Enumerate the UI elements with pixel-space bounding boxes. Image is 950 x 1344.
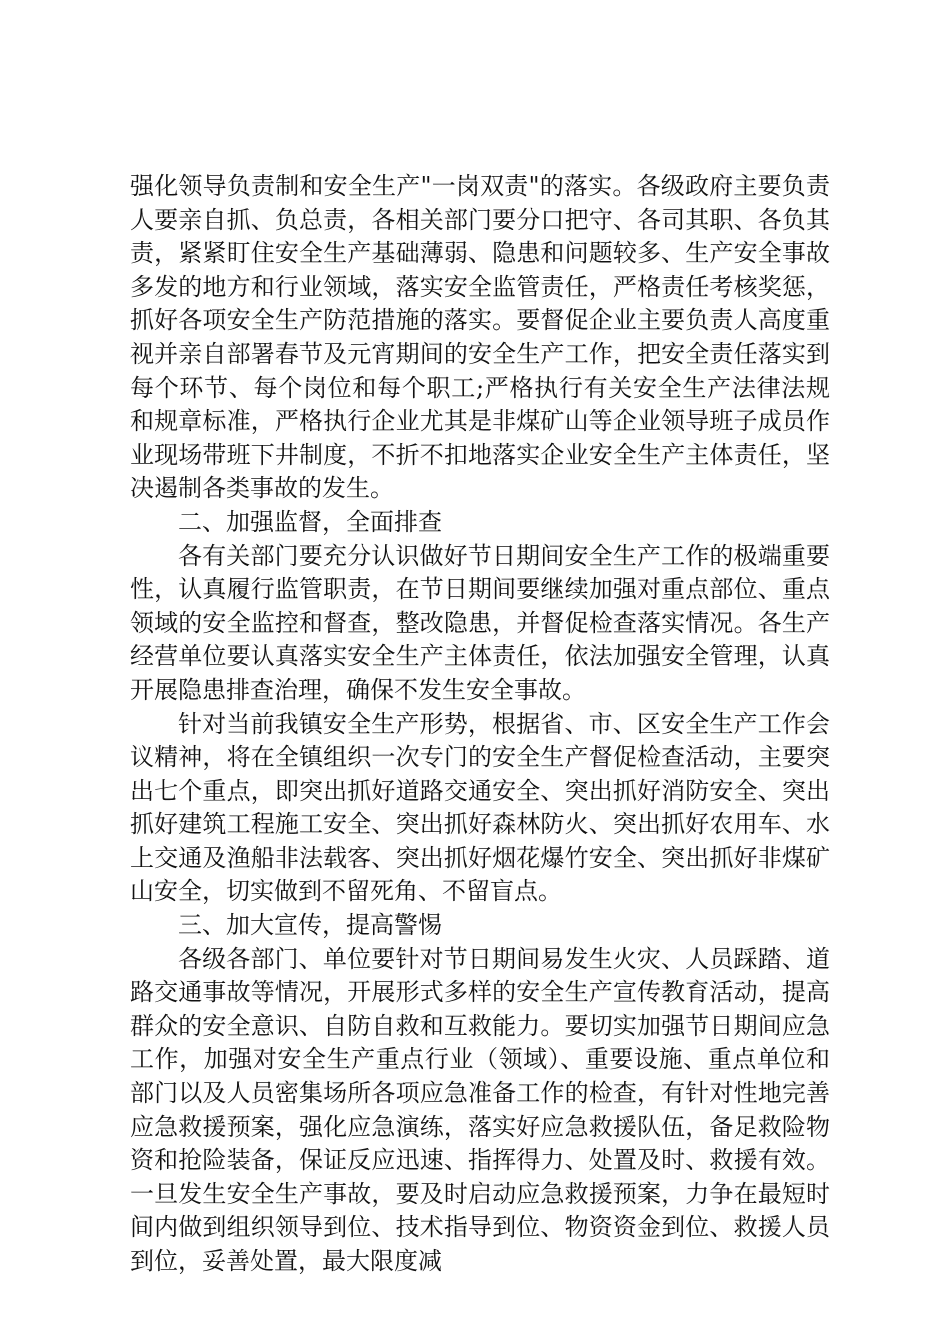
section-heading-2: 二、加强监督，全面排查 [178, 507, 442, 536]
section-heading-3: 三、加大宣传，提高警惕 [178, 911, 442, 940]
paragraph-continuation: 强化领导负责制和安全生产"一岗双责"的落实。各级政府主要负责人要亲自抓、负总责，各相关部门要分口把守、各司其职、各负其责，紧紧盯住安全生产基础薄弱、隐患和问题较多、生产安全事故多发的地方和行业领域，落实安全监管责任，严格责任考核奖惩，抓好各项安全生产防范措施的落实。要督促企业主要负责人高度重视并亲自部署春节及元宵期间的安全生产工作，把安全责任落实到每个环节、每个岗位和每个职工;严格执行有关安全生产法律法规和规章标准，严格执行企业尤其是非煤矿山等企业领导班子成员作业现场带班下井制度，不折不扣地落实企业安全生产主体责任，坚决遏制各类事故的发生。 [130, 172, 830, 503]
paragraph-inspection: 针对当前我镇安全生产形势，根据省、市、区安全生产工作会议精神，将在全镇组织一次专门的安全生产督促检查活动，主要突出七个重点，即突出抓好道路交通安全、突出抓好消防安全、突出抓好建筑工程施工安全、突出抓好森林防火、突出抓好农用车、水上交通及渔船非法载客、突出抓好烟花爆竹安全、突出抓好非煤矿山安全，切实做到不留死角、不留盲点。 [130, 709, 830, 906]
document-body [130, 170, 830, 1279]
paragraph-publicity: 各级各部门、单位要针对节日期间易发生火灾、人员踩踏、道路交通事故等情况，开展形式多样的安全生产宣传教育活动，提高群众的安全意识、自防自救和互救能力。要切实加强节日期间应急工作，加强对安全生产重点行业（领域）、重要设施、重点单位和部门以及人员密集场所各项应急准备工作的检查，有针对性地完善应急救援预案，强化应急演练，落实好应急救援队伍，备足救险物资和抢险装备，保证反应迅速、指挥得力、处置及时、救援有效。一旦发生安全生产事故，要及时启动应急救援预案，力争在最短时间内做到组织领导到位、技术指导到位、物资资金到位、救援人员到位，妥善处置，最大限度减 [130, 944, 830, 1275]
paragraph-supervision: 各有关部门要充分认识做好节日期间安全生产工作的极端重要性，认真履行监管职责，在节日期间要继续加强对重点部位、重点领域的安全监控和督查，整改隐患，并督促检查落实情况。各生产经营单位要认真落实安全生产主体责任，依法加强安全管理，认真开展隐患排查治理，确保不发生安全事故。 [130, 541, 830, 704]
